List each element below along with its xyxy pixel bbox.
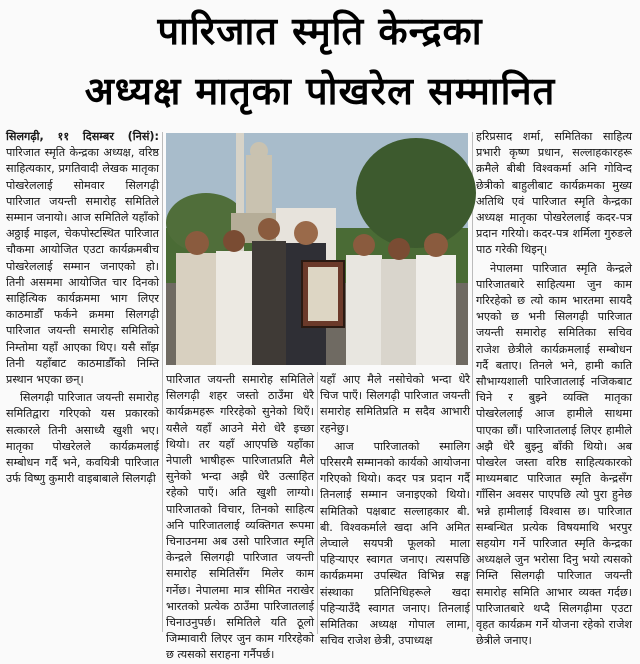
photo-person-5-head	[353, 234, 375, 256]
photo-person-3	[252, 241, 286, 365]
article-paragraph: पारिजात स्मृति केन्द्रका अध्यक्ष, वरिष्ठ साहित्यकार, प्रगतिवादी लेखक मातृका पोखरेललाई सोमवार सिलगढ़ी पारिजात जयन्ती समारोह समितिले सम्मान जनायो। आज समितिले यहाँको अठ्ठाई माइल, चेकपोस्टस्थित पारिजात चौकमा आयोजित एउटा कार्यक्रमबीच पोखरेललाई सम्मान जनाएको हो। तिनी असममा आयोजित चार दिनको साहित्यिक कार्यक्रममा भाग लिएर काठमाडौँ फर्कने क्रममा सिलगढ़ी पारिजात जयन्ती समारोह समितिको निम्तोमा यहाँ आएका थिए। यसै साँझ तिनी यहाँबाट काठमाडौँको निम्ति प्रस्थान भएका छन्।	[6, 146, 159, 387]
article-paragraph: हरिप्रसाद शर्मा, समितिका साहित्य प्रभारी कृष्ण प्रधान, सल्लाहकारहरू क्रमैले बीबी विश्वकर्मा अनि गोविन्द छेत्रीको बाहुलीबाट कार्यक्रमका मुख्य अतिथि एवं पारिजात स्मृति केन्द्रका अध्यक्ष मातृका पोखरेललाई कदर-पत्र प्रदान गरियो। कदर-पत्र शर्मिला गुरुङले पाठ गरेकी थिइन्।	[476, 130, 632, 257]
photo-person-2-head	[223, 230, 245, 252]
photo-statue	[246, 155, 272, 215]
article-paragraph: नेपालमा पारिजात स्मृति केन्द्रले पारिजातबारे साहित्यमा जुन काम गरिरहेको छ त्यो काम भारतमा सायदै भएको छ भनी सिलगढ़ी पारिजात जयन्ती समारोह समितिका सचिव राजेश छेत्रीले कार्यक्रमलाई सम्बोधन गर्दै बताए। तिनले भने, हामी काति सौभाग्यशाली पारिजातलाई नजिकबाट चिने र बुझ्ने व्यक्ति मातृका पोखरेललाई आज हामीले साथमा पाएका छौं। पारिजातलाई लिएर हामीले अझै धेरै बुझ्नु बाँकी थियो। अब पोखरेल जस्ता वरिष्ठ साहित्यकारको माध्यमबाट पारिजात स्मृति केन्द्रसँग गाँसिन अवसर पाएपछि त्यो पुरा हुनेछ भन्ने हामीलाई विश्वास छ। पारिजात सम्बन्धित प्रत्येक विषयमाथि भरपुर सहयोग गर्ने पारिजात स्मृति केन्द्रका अध्यक्षले जुन भरोसा दिनु भयो त्यसको निम्ति सिलगढ़ी पारिजात जयन्ती समारोह समिति आभार व्यक्त गर्दछ। पारिजातबारे थप्दै सिलगढ़ीमा एउटा वृहत कार्यक्रम गर्ने योजना रहेको राजेश छेत्रीले जनाए।	[476, 261, 632, 648]
headline-line-2: अध्यक्ष मातृका पोखरेल सम्मानित	[84, 69, 556, 113]
article-column-3	[320, 372, 470, 648]
article-paragraph: पारिजात जयन्ती समारोह समितिले सिलगढ़ी शहर जस्तो ठाउँमा धेरै कार्यक्रमहरू गरिरहेको सुनेको थिएँ। यसैले यहाँ आउने मेरो धेरै इच्छा थियो। तर यहाँ आएपछि यहाँका नेपाली भाषीहरू पारिजातप्रति मैले सुनेको भन्दा अझै धेरै उत्साहित रहेको पाएँ। अति खुशी लाग्यो। पारिजातको विचार, तिनको साहित्य अनि पारिजातलाई व्यक्तिगत रूपमा चिनाउनमा अब उसो पारिजात स्मृति केन्द्रले सिलगढ़ी पारिजात जयन्ती समारोह समितिसँग मिलेर काम गर्नेछ। नेपालमा मात्र सीमित नराखेर भारतको प्रत्येक ठाउँमा पारिजातलाई चिनाउनुपर्छ। समितिले यति ठूलो जिम्मावारी लिएर जुन काम गरिरहेको छ त्यसको सराहना गर्नैपर्छ।	[166, 373, 314, 662]
column-divider-middle	[317, 372, 318, 634]
photo-person-3-head	[258, 218, 280, 240]
photo-person-4-head	[294, 221, 318, 245]
photo-person-1-head	[185, 231, 209, 255]
photo-person-5	[346, 255, 382, 365]
headline-line-1: पारिजात स्मृति केन्द्रका	[157, 9, 483, 53]
article-paragraph: सिलगढ़ी पारिजात जयन्ती समारोह समितिद्वारा गरिएको यस प्रकारको सत्कारले तिनी असाध्यै खुशी भए। मातृका पोखरेलले कार्यक्रमलाई सम्बोधन गर्दै भने, कवयित्री पारिजात उर्फ विष्णु कुमारी वाइबाबाले सिलगढ़ी	[6, 391, 159, 486]
photo-award-certificate	[308, 267, 338, 321]
column-divider-left	[162, 132, 163, 632]
award-ceremony-photo	[166, 133, 468, 365]
article-column-1	[6, 129, 159, 634]
photo-illustration	[166, 133, 468, 365]
article-column-4	[476, 129, 632, 648]
article-dateline: सिलगढ़ी, ११ दिसम्बर (निसं):	[6, 130, 159, 143]
photo-person-1	[176, 253, 218, 365]
photo-person-7	[416, 255, 456, 365]
photo-person-7-head	[424, 233, 448, 257]
photo-statue-head	[250, 142, 268, 160]
photo-tree-right	[356, 138, 476, 248]
photo-person-2	[216, 251, 252, 365]
article-paragraph: आज पारिजातको स्मालिग परिसरमै सम्मानको कार्यको आयोजना गरिएको थियो। कदर पत्र प्रदान गर्दै तिनलाई सम्मान जनाइएको थियो। समितिको पक्षबाट सल्लाहकार बी. बी. विश्वकर्माले खदा अनि अमित लेप्चाले सयपत्री फूलको माला पहिऱ्याएर स्वागत जनाए। त्यसपछि कार्यक्रममा उपस्थित विभिन्न सङ्घ संस्थाका प्रतिनिधिहरूले खदा पहिऱ्याउँदै स्वागत जनाए। तिनलाई समितिका अध्यक्ष गोपाल लामा, सचिव राजेश छेत्री, उपाध्यक्ष	[320, 439, 470, 648]
photo-person-6-head	[388, 238, 410, 260]
article-column-2	[166, 372, 314, 662]
article-paragraph: यहाँ आए मैले नसोचेको भन्दा धेरै चिज पाएँ। सिलगढ़ी पारिजात जयन्ती समारोह समितिप्रति म सदैव आभारी रहनेछु।	[320, 373, 470, 435]
photo-person-6	[381, 259, 417, 365]
